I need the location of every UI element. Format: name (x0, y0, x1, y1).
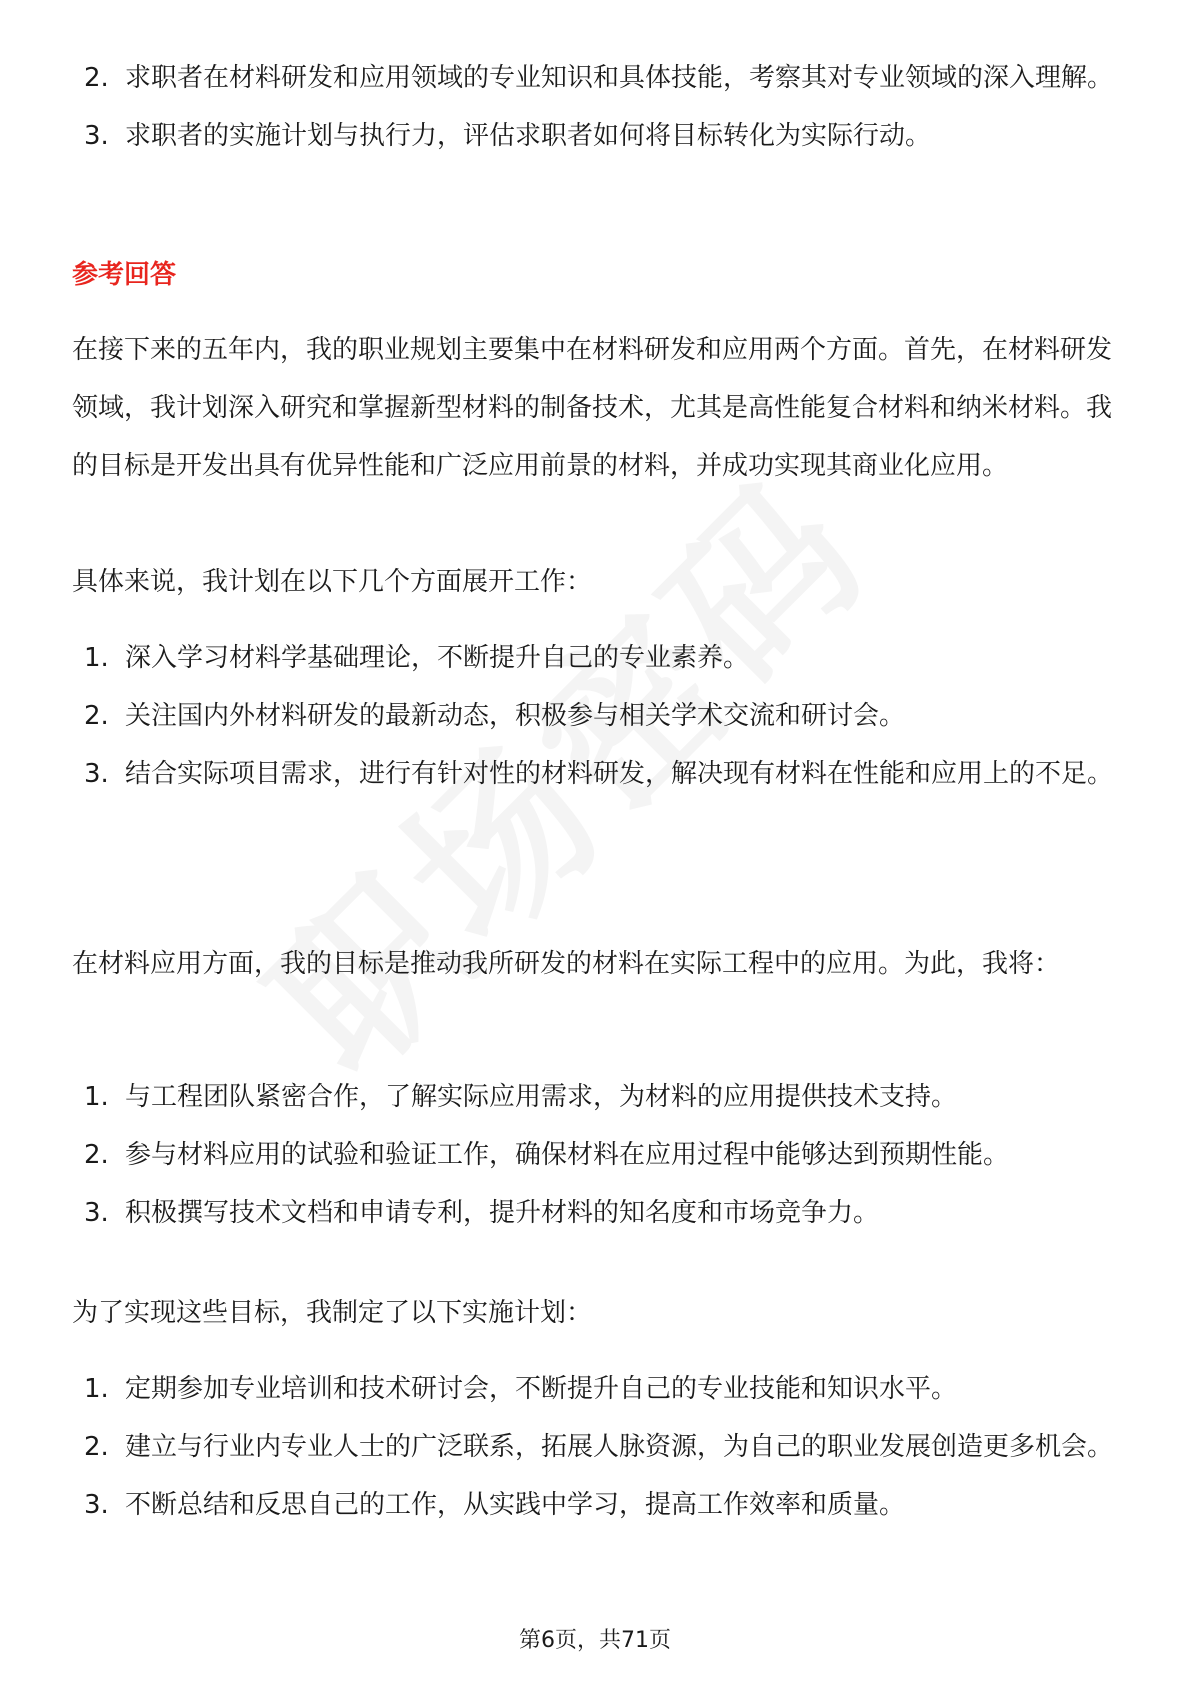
paragraph-intro: 在接下来的五年内，我的职业规划主要集中在材料研发和应用两个方面。首先，在材料研发领域，我计划深入研究和掌握新型材料的制备技术，尤其是高性能复合材料和纳米材料。我的目标是开发出具有优异性能和广泛应用前景的材料，并成功实现其商业化应用。 (72, 335, 1113, 481)
list-item (0, 1068, 1190, 1126)
list-number: 2. (84, 63, 109, 93)
list-number: 2. (84, 701, 109, 731)
list-item (0, 1360, 1190, 1418)
list-item (0, 107, 1190, 165)
list-number: 2. (84, 1140, 109, 1170)
list-text: 求职者在材料研发和应用领域的专业知识和具体技能，考察其对专业领域的深入理解。 (125, 63, 1114, 93)
plan-list (0, 1360, 1190, 1534)
list-number: 3. (84, 759, 109, 789)
list-item (0, 1476, 1190, 1534)
list-number: 2. (84, 1432, 109, 1462)
list-text: 关注国内外材料研发的最新动态，积极参与相关学术交流和研讨会。 (125, 701, 906, 731)
list-text: 建立与行业内专业人士的广泛联系，拓展人脉资源，为自己的职业发展创造更多机会。 (125, 1432, 1114, 1462)
list-text: 参与材料应用的试验和验证工作，确保材料在应用过程中能够达到预期性能。 (125, 1140, 1010, 1170)
list-text: 定期参加专业培训和技术研讨会，不断提升自己的专业技能和知识水平。 (125, 1374, 958, 1404)
list-text: 与工程团队紧密合作，了解实际应用需求，为材料的应用提供技术支持。 (125, 1082, 958, 1112)
paragraph-details: 具体来说，我计划在以下几个方面展开工作： (72, 567, 593, 597)
intro-list (0, 49, 1190, 165)
list-number: 1. (84, 1082, 109, 1112)
list-number: 3. (84, 1490, 109, 1520)
paragraph-application: 在材料应用方面，我的目标是推动我所研发的材料在实际工程中的应用。为此，我将： (72, 949, 1061, 979)
list-number: 3. (84, 1198, 109, 1228)
section-heading: 参考回答 (72, 260, 177, 290)
research-list (0, 629, 1190, 803)
list-text: 深入学习材料学基础理论，不断提升自己的专业素养。 (125, 643, 750, 673)
list-text: 积极撰写技术文档和申请专利，提升材料的知名度和市场竞争力。 (125, 1198, 880, 1228)
list-item (0, 49, 1190, 107)
list-item (0, 687, 1190, 745)
list-item (0, 1126, 1190, 1184)
paragraph-plan: 为了实现这些目标，我制定了以下实施计划： (72, 1298, 593, 1328)
list-text: 求职者的实施计划与执行力，评估求职者如何将目标转化为实际行动。 (125, 121, 932, 151)
list-text: 结合实际项目需求，进行有针对性的材料研发，解决现有材料在性能和应用上的不足。 (125, 759, 1114, 789)
list-item (0, 1418, 1190, 1476)
page-footer: 第6页，共71页 (519, 1628, 671, 1653)
list-number: 1. (84, 643, 109, 673)
list-number: 3. (84, 121, 109, 151)
list-item (0, 629, 1190, 687)
list-text: 不断总结和反思自己的工作，从实践中学习，提高工作效率和质量。 (125, 1490, 906, 1520)
list-item (0, 745, 1190, 803)
list-item (0, 1184, 1190, 1242)
application-list (0, 1068, 1190, 1242)
list-number: 1. (84, 1374, 109, 1404)
